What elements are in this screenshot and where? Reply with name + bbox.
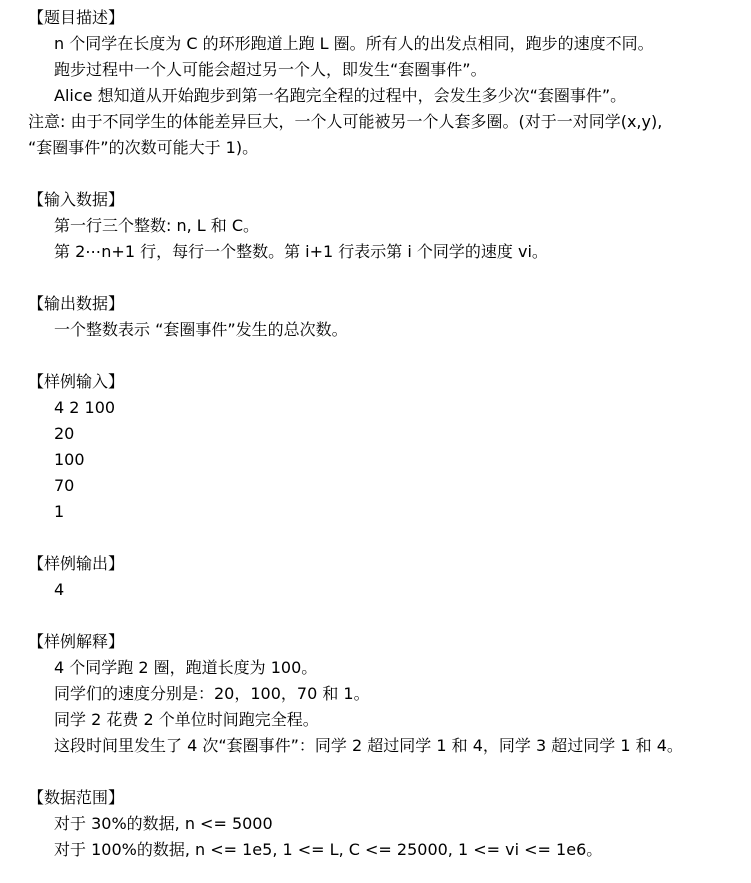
sample-input-line: 20 (54, 424, 75, 443)
problem-line: 跑步过程中一个人可能会超过另一个人，即发生“套圈事件”。 (54, 60, 487, 79)
input-line: 第一行三个整数: n, L 和 C。 (54, 216, 260, 235)
explain-line: 同学 2 花费 2 个单位时间跑完全程。 (54, 710, 319, 729)
explain-line: 这段时间里发生了 4 次“套圈事件”：同学 2 超过同学 1 和 4，同学 3 超过同学 1 和 4。 (54, 736, 683, 755)
sample-output-line: 4 (54, 580, 65, 599)
section-header-sample-output: 【样例输出】 (28, 554, 125, 573)
explain-line: 同学们的速度分别是：20，100，70 和 1。 (54, 684, 370, 703)
problem-line: n 个同学在长度为 C 的环形跑道上跑 L 圈。所有人的出发点相同，跑步的速度不同。 (54, 34, 654, 53)
section-header-input: 【输入数据】 (28, 190, 125, 209)
section-header-output: 【输出数据】 (28, 294, 125, 313)
sample-input-line: 70 (54, 476, 75, 495)
range-line: 对于 100%的数据, n <= 1e5, 1 <= L, C <= 25000, 1 <= vi <= 1e6。 (54, 840, 603, 859)
note-line: “套圈事件”的次数可能大于 1)。 (28, 138, 259, 157)
explain-line: 4 个同学跑 2 圈，跑道长度为 100。 (54, 658, 318, 677)
input-line: 第 2⋯n+1 行，每行一个整数。第 i+1 行表示第 i 个同学的速度 vi。 (54, 242, 548, 261)
section-header-problem: 【题目描述】 (28, 8, 125, 27)
section-header-range: 【数据范围】 (28, 788, 125, 807)
range-line: 对于 30%的数据, n <= 5000 (54, 814, 273, 833)
output-line: 一个整数表示 “套圈事件”发生的总次数。 (54, 320, 348, 339)
section-header-sample-explain: 【样例解释】 (28, 632, 125, 651)
sample-input-line: 100 (54, 450, 85, 469)
section-header-sample-input: 【样例输入】 (28, 372, 125, 391)
sample-input-line: 4 2 100 (54, 398, 116, 417)
problem-line: Alice 想知道从开始跑步到第一名跑完全程的过程中，会发生多少次“套圈事件”。 (54, 86, 627, 105)
note-line: 注意: 由于不同学生的体能差异巨大，一个人可能被另一个人套多圈。(对于一对同学(x,y), (28, 112, 663, 131)
sample-input-line: 1 (54, 502, 65, 521)
